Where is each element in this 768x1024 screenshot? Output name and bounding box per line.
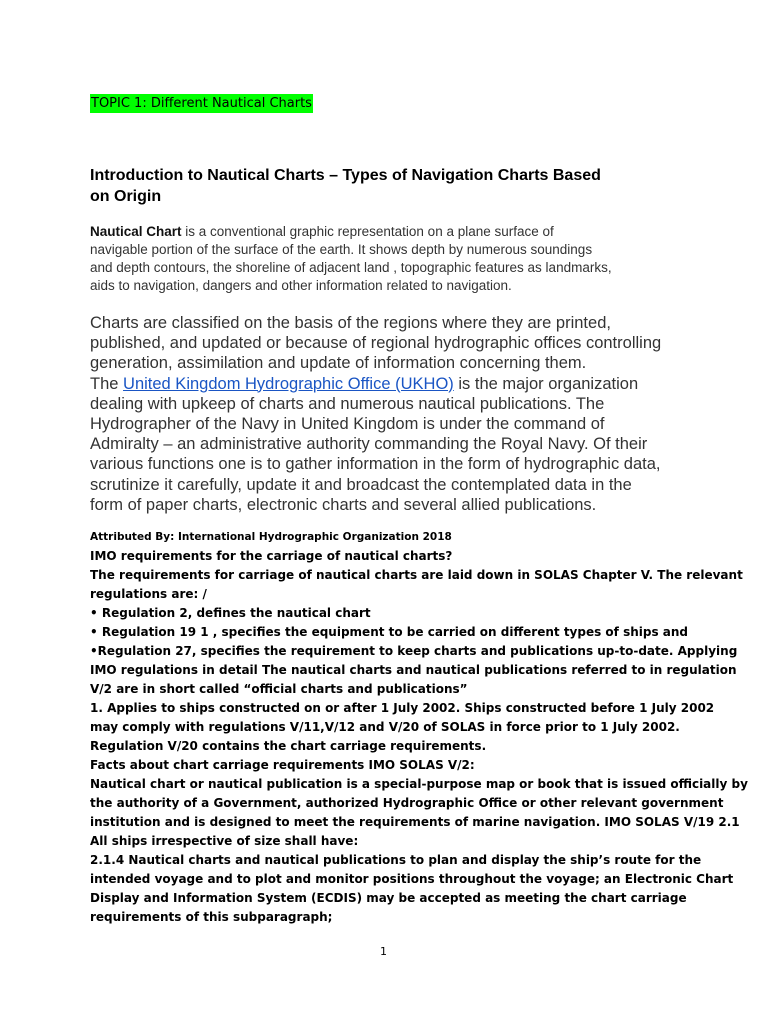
ukho-line: scrutinize it carefully, update it and broadcast the contemplated data in the (90, 475, 632, 494)
body-line: • Regulation 19 1 , specifies the equipment to be carried on different types of ships and (90, 625, 689, 639)
classification-line: published, and updated or because of regional hydrographic offices controlling (90, 334, 662, 353)
regulations-body (90, 528, 748, 927)
body-line: regulations are: / (90, 587, 207, 601)
body-line: Facts about chart carriage requirements IMO SOLAS V/2: (90, 758, 475, 772)
page-heading (90, 165, 690, 207)
ukho-line: Admiralty – an administrative authority commanding the Royal Navy. Of their (90, 435, 648, 454)
definition-line: aids to navigation, dangers and other information related to navigation. (90, 278, 512, 293)
definition-line: is a conventional graphic representation on a plane surface of (181, 224, 554, 239)
body-line: Nautical chart or nautical publication is a special-purpose map or book that is issued officially by (90, 777, 748, 791)
topic-label: TOPIC 1: Different Nautical Charts (91, 96, 312, 111)
body-line: 2.1.4 Nautical charts and nautical publications to plan and display the ship’s route for the (90, 853, 702, 867)
body-line: requirements of this subparagraph; (90, 910, 333, 924)
heading-line-1: Introduction to Nautical Charts – Types of Navigation Charts Based (90, 167, 601, 184)
page-number: 1 (380, 945, 387, 958)
body-line: intended voyage and to plot and monitor positions throughout the voyage; an Electronic Chart (90, 872, 734, 886)
definition-line: and depth contours, the shoreline of adjacent land , topographic features as landmarks, (90, 260, 612, 275)
ukho-line: various functions one is to gather information in the form of hydrographic data, (90, 455, 661, 474)
ukho-suffix: is the major organization (453, 374, 639, 393)
body-line: Display and Information System (ECDIS) may be accepted as meeting the chart carriage (90, 891, 687, 905)
classification-paragraph (90, 313, 700, 515)
ukho-link[interactable]: United Kingdom Hydrographic Office (UKHO) (123, 374, 454, 393)
body-line: • Regulation 2, defines the nautical chart (90, 606, 371, 620)
body-line: Regulation V/20 contains the chart carriage requirements. (90, 739, 487, 753)
ukho-prefix: The (90, 374, 124, 393)
ukho-line: Hydrographer of the Navy in United Kingdom is under the command of (90, 415, 605, 434)
definition-term: Nautical Chart (90, 224, 182, 239)
body-line: 1. Applies to ships constructed on or after 1 July 2002. Ships constructed before 1 July 2002 (90, 701, 715, 715)
body-line: All ships irrespective of size shall have: (90, 834, 359, 848)
ukho-line: form of paper charts, electronic charts and several allied publications. (90, 495, 597, 514)
body-line: may comply with regulations V/11,V/12 and V/20 of SOLAS in force prior to 1 July 2002. (90, 720, 680, 734)
classification-line: Charts are classified on the basis of the regions where they are printed, (90, 314, 611, 332)
body-line: IMO requirements for the carriage of nautical charts? (90, 549, 453, 563)
body-line: IMO regulations in detail The nautical charts and nautical publications referred to in regulation (90, 663, 737, 677)
ukho-line: dealing with upkeep of charts and numerous nautical publications. The (90, 394, 605, 413)
body-line: The requirements for carriage of nautical charts are laid down in SOLAS Chapter V. The relevant (90, 568, 743, 582)
body-line: V/2 are in short called “official charts and publications” (90, 682, 468, 696)
attribution-line: Attributed By: International Hydrographic Organization 2018 (90, 531, 452, 543)
body-line: institution and is designed to meet the requirements of marine navigation. IMO SOLAS V/19 2.1 (90, 815, 740, 829)
definition-line: navigable portion of the surface of the earth. It shows depth by numerous soundings (90, 242, 593, 257)
classification-line: generation, assimilation and update of information concerning them. (90, 354, 587, 373)
body-line: •Regulation 27, specifies the requirement to keep charts and publications up-to-date. Applying (90, 644, 738, 658)
definition-paragraph (90, 223, 690, 295)
body-line: the authority of a Government, authorized Hydrographic Office or other relevant government (90, 796, 724, 810)
heading-line-2: on Origin (90, 188, 162, 205)
